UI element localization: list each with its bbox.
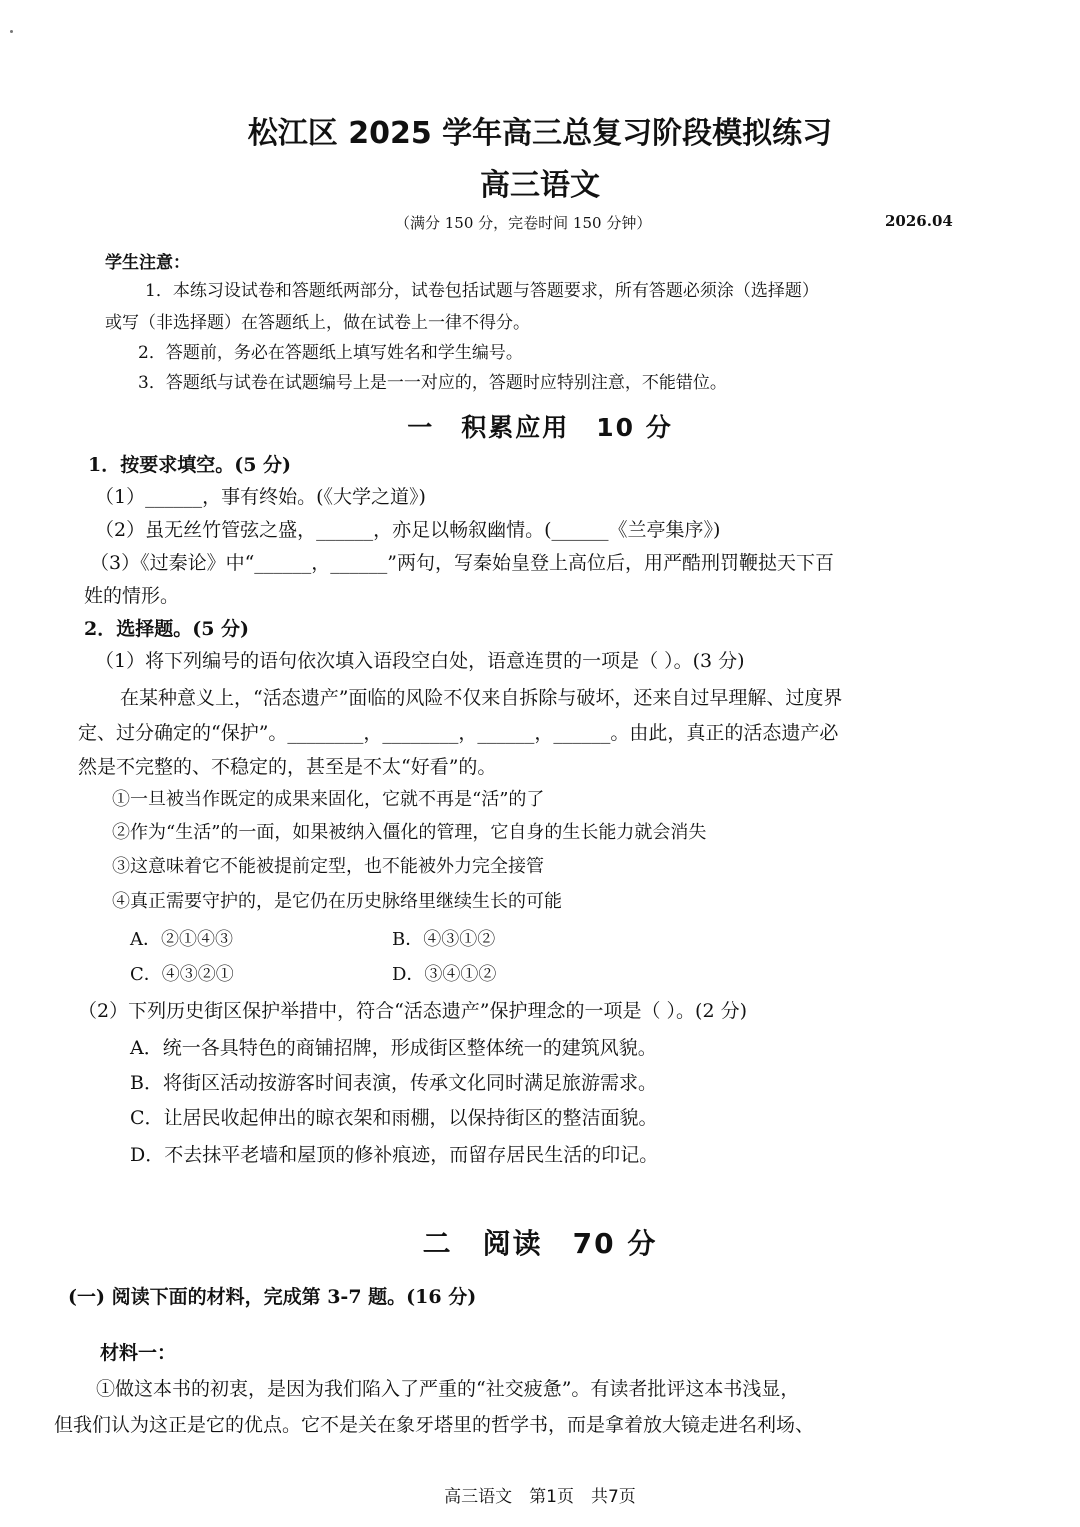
reading-part-1: (一) 阅读下面的材料，完成第 3-7 题。(16 分)	[68, 1286, 477, 1308]
choice-d: D．③④①②	[392, 964, 497, 985]
notice-line: 1．本练习设试卷和答题纸两部分，试卷包括试题与答题要求，所有答题必须涂（选择题）	[145, 281, 819, 301]
material-heading: 材料一：	[100, 1342, 177, 1364]
notice-line: 2．答题前，务必在答题纸上填写姓名和学生编号。	[138, 343, 523, 363]
sentence-item: ③这意味着它不能被提前定型，也不能被外力完全接管	[112, 856, 544, 877]
sentence-item: ④真正需要守护的，是它仍在历史脉络里继续生长的可能	[112, 891, 562, 912]
notice-line: 3．答题纸与试卷在试题编号上是一一对应的，答题时应特别注意，不能错位。	[138, 373, 727, 393]
score-time-note: （满分 150 分，完卷时间 150 分钟）	[395, 214, 652, 232]
q2-sub2-stem: （2）下列历史街区保护举措中，符合“活态遗产”保护理念的一项是（ ）。(2 分)	[78, 1000, 748, 1022]
choice-b: B．④③①②	[392, 929, 496, 950]
material-line: 但我们认为这正是它的优点。它不是关在象牙塔里的哲学书，而是拿着放大镜走进名利场、	[54, 1414, 815, 1436]
sentence-item: ①一旦被当作既定的成果来固化，它就不再是“活”的了	[112, 789, 545, 810]
sentence-item: ②作为“生活”的一面，如果被纳入僵化的管理，它自身的生长能力就会消失	[112, 822, 707, 843]
subject-title: 高三语文	[480, 168, 600, 203]
q1-item: （3）《过秦论》中“______，______”两句，写秦始皇登上高位后，用严酷刑罚鞭挞天下百	[90, 552, 835, 574]
passage-line: 在某种意义上，“活态遗产”面临的风险不仅来自拆除与破坏，还来自过早理解、过度界	[120, 687, 843, 709]
exam-date: 2026.04	[885, 212, 953, 230]
section-1-title: 一 积累应用 10 分	[407, 413, 673, 442]
q1-stem: 1．按要求填空。(5 分)	[88, 454, 292, 476]
choice-c: C．让居民收起伸出的晾衣架和雨棚，以保持街区的整洁面貌。	[130, 1107, 658, 1129]
scan-dot	[10, 30, 14, 34]
choice-c: C．④③②①	[130, 964, 234, 985]
q1-item: 姓的情形。	[84, 585, 180, 607]
notice-heading: 学生注意：	[105, 253, 190, 273]
choice-b: B．将街区活动按游客时间表演，传承文化同时满足旅游需求。	[130, 1072, 657, 1094]
notice-line: 或写（非选择题）在答题纸上，做在试卷上一律不得分。	[105, 313, 530, 333]
passage-line: 定、过分确定的“保护”。________，________，______，______。由此，真正的活态遗产必	[78, 722, 839, 744]
passage-line: 然是不完整的、不稳定的，甚至是不太“好看”的。	[78, 756, 497, 778]
q1-item: （2）虽无丝竹管弦之盛，______，亦足以畅叙幽情。(______《兰亭集序》)	[95, 519, 721, 541]
page-footer: 高三语文 第1页 共7页	[444, 1487, 636, 1507]
q2-stem: 2．选择题。(5 分)	[84, 618, 250, 640]
q2-sub1-stem: （1）将下列编号的语句依次填入语段空白处，语意连贯的一项是（ ）。(3 分)	[95, 650, 745, 672]
exam-title: 松江区 2025 学年高三总复习阶段模拟练习	[247, 116, 833, 151]
q1-item: （1）______，事有终始。(《大学之道》)	[95, 486, 426, 508]
choice-a: A．统一各具特色的商铺招牌，形成街区整体统一的建筑风貌。	[130, 1037, 657, 1059]
choice-d: D．不去抹平老墙和屋顶的修补痕迹，而留存居民生活的印记。	[130, 1144, 659, 1166]
material-line: ①做这本书的初衷，是因为我们陷入了严重的“社交疲惫”。有读者批评这本书浅显，	[96, 1378, 800, 1400]
section-2-title: 二 阅读 70 分	[422, 1227, 658, 1260]
choice-a: A．②①④③	[130, 929, 233, 950]
